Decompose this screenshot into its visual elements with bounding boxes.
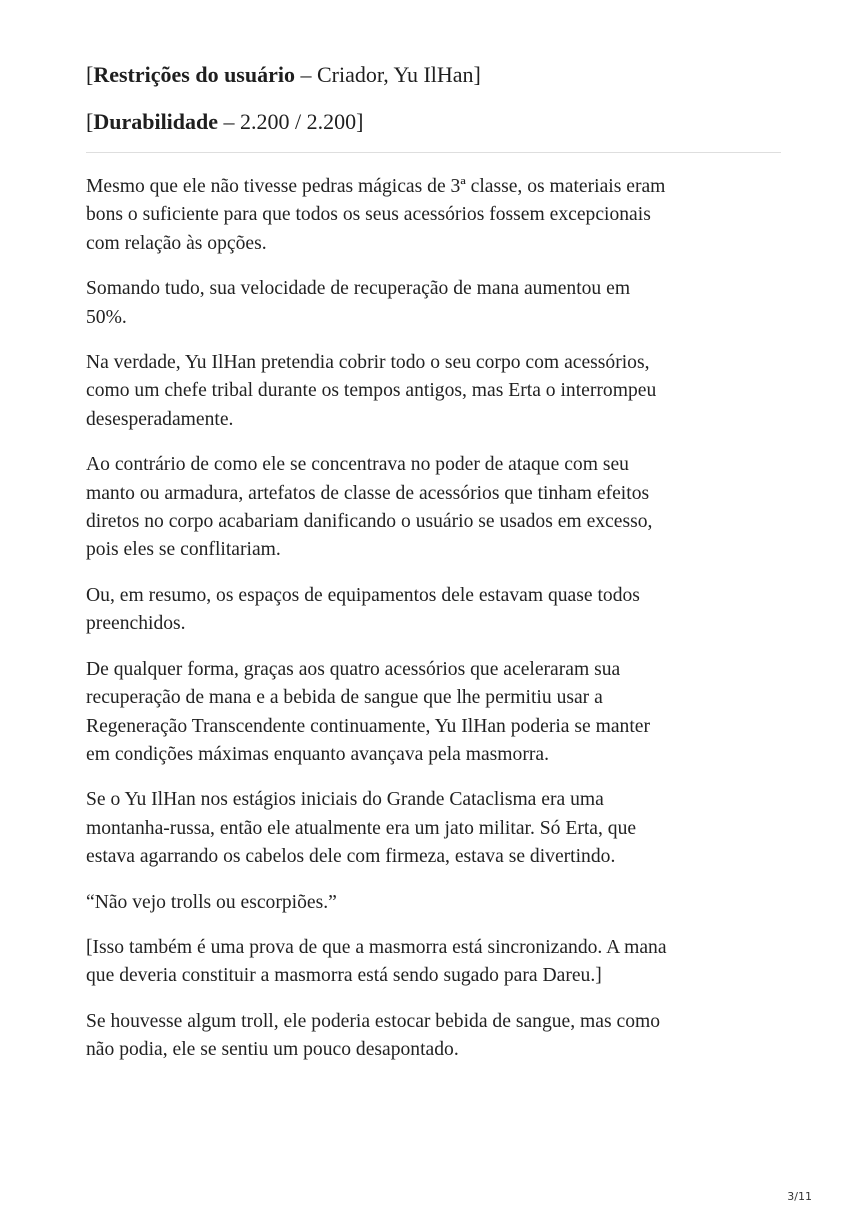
text-line: em condições máximas enquanto avançava pela masmorra. xyxy=(86,743,549,765)
restrictions-label: Restrições do usuário xyxy=(93,62,295,87)
page-number: 3/11 xyxy=(787,1190,812,1203)
paragraph xyxy=(86,889,786,917)
text-line: Se o Yu IlHan nos estágios iniciais do Grande Cataclisma era uma xyxy=(86,789,604,811)
text-line: bons o suficiente para que todos os seus acessórios fossem excepcionais xyxy=(86,204,651,226)
paragraph xyxy=(86,173,786,258)
text-line: Ou, em resumo, os espaços de equipamentos dele estavam quase todos xyxy=(86,584,640,606)
durability-value: – 2.200 / 2.200] xyxy=(218,109,364,134)
bracket-open: [ xyxy=(86,109,94,134)
user-restrictions-line xyxy=(86,60,786,90)
text-line: recuperação de mana e a bebida de sangue que lhe permitiu usar a xyxy=(86,687,603,709)
text-line: “Não vejo trolls ou escorpiões.” xyxy=(86,891,337,913)
bracket-open: [ xyxy=(86,62,94,87)
text-line: 50%. xyxy=(86,306,127,328)
text-line: desesperadamente. xyxy=(86,408,234,430)
item-stats-header xyxy=(86,60,786,137)
text-line: [Isso também é uma prova de que a masmorra está sincronizando. A mana xyxy=(86,936,667,958)
text-line: com relação às opções. xyxy=(86,232,267,254)
paragraph xyxy=(86,451,786,565)
text-line: pois eles se conflitariam. xyxy=(86,539,281,561)
text-line: que deveria constituir a masmorra está sendo sugado para Dareu.] xyxy=(86,965,602,987)
text-line: Ao contrário de como ele se concentrava no poder de ataque com seu xyxy=(86,454,629,476)
horizontal-divider xyxy=(86,152,781,153)
text-line: Mesmo que ele não tivesse pedras mágicas de 3ª classe, os materiais eram xyxy=(86,176,666,197)
text-line: Regeneração Transcendente continuamente, Yu IlHan poderia se manter xyxy=(86,715,651,737)
text-line: Somando tudo, sua velocidade de recuperação de mana aumentou em xyxy=(86,278,631,300)
paragraph xyxy=(86,275,786,332)
text-line: não podia, ele se sentiu um pouco desapontado. xyxy=(86,1039,459,1061)
paragraph xyxy=(86,1008,786,1065)
text-line: como um chefe tribal durante os tempos antigos, mas Erta o interrompeu xyxy=(86,380,657,402)
body-text xyxy=(86,173,786,1082)
text-line: Se houvesse algum troll, ele poderia estocar bebida de sangue, mas como xyxy=(86,1010,661,1032)
text-line: De qualquer forma, graças aos quatro acessórios que aceleraram sua xyxy=(86,658,621,680)
paragraph xyxy=(86,349,786,434)
durability-line xyxy=(86,107,786,137)
text-line: manto ou armadura, artefatos de classe de acessórios que tinham efeitos xyxy=(86,482,650,504)
paragraph xyxy=(86,582,786,639)
text-line: estava agarrando os cabelos dele com firmeza, estava se divertindo. xyxy=(86,846,616,868)
text-line: preenchidos. xyxy=(86,613,186,635)
durability-label: Durabilidade xyxy=(93,109,219,134)
paragraph xyxy=(86,656,786,770)
text-line: montanha-russa, então ele atualmente era um jato militar. Só Erta, que xyxy=(86,817,637,839)
text-line: Na verdade, Yu IlHan pretendia cobrir todo o seu corpo com acessórios, xyxy=(86,352,650,374)
paragraph xyxy=(86,934,786,991)
text-line: diretos no corpo acabariam danificando o usuário se usados em excesso, xyxy=(86,511,653,533)
paragraph xyxy=(86,786,786,871)
restrictions-value: – Criador, Yu IlHan] xyxy=(294,62,481,87)
